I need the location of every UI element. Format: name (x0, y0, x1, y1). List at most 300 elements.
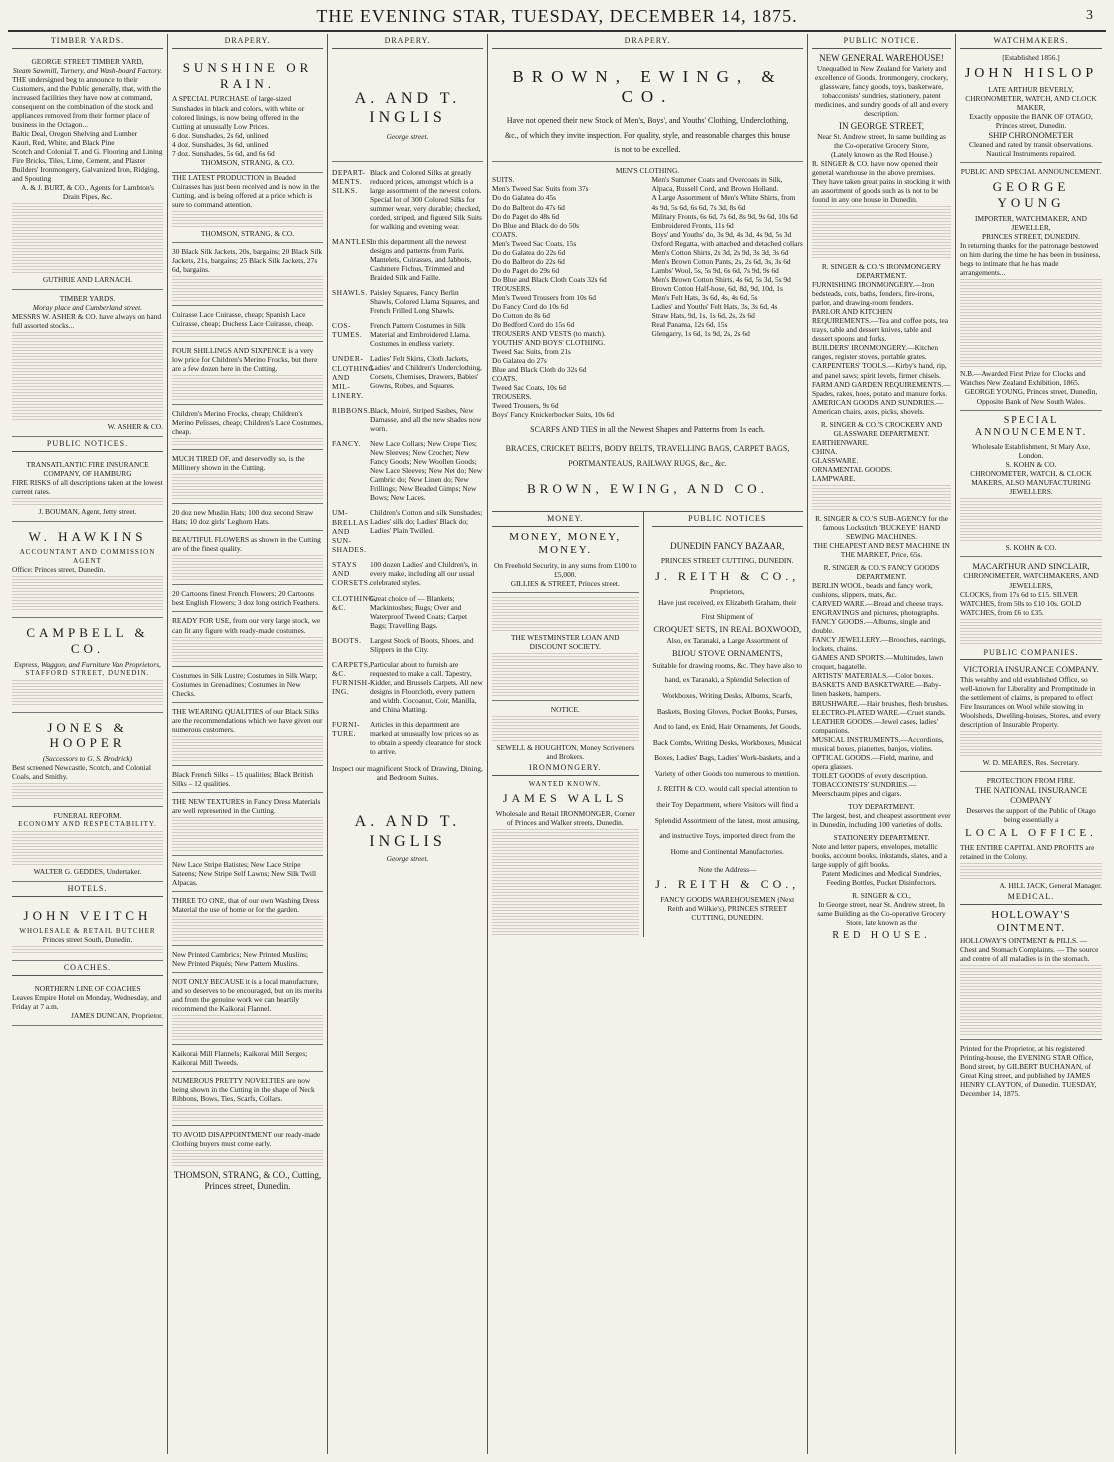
ad-title: JOHN HISLOP (964, 65, 1098, 81)
column-3 (328, 34, 488, 1454)
list-item: CARVED WARE.—Bread and cheese trays. (812, 599, 944, 609)
text-filler (12, 576, 163, 583)
ad-body: R. SINGER & CO. have now opened their general warehouse in the above premises. They have taken great pains in stocking it with an assortment of goods such as is not to be found in any one house in Dunedin. (812, 158, 951, 205)
text-filler (492, 680, 639, 687)
drapery-paragraph: New Lace Stripe Batistes; New Lace Stripe Sateens; New Stripe Self Lawns; New Silk Twill Alpacas. (172, 859, 317, 887)
section-title: TOY DEPARTMENT. (848, 801, 915, 811)
ad-body: MESSRS W. ASHER & CO. have always on hand full assorted stocks... (12, 312, 162, 331)
price-line: Men's Tweed Sac Suits from 37s (492, 184, 589, 194)
text-filler (812, 206, 951, 213)
text-filler (172, 817, 323, 824)
section-body: Patent Medicines and Medical Sundries, Feeding Bottles, Pocket Disinfectors. (821, 869, 942, 888)
divider (172, 1071, 323, 1072)
ad-signature: SEWELL & HOUGHTON, Money Scriveners and Brokers. (496, 743, 635, 762)
dept-text: Particular about to furnish are requested to make a call. Tapestry, Kidder, and Brussels Carpets. All new designs in Floorcloth, every pattern and width. Cocoanut, Coir, Manilla, and China Matting. (370, 659, 483, 714)
crockery-list (812, 438, 951, 483)
ad-subtitle: WHOLESALE & RETAIL BUTCHER (19, 926, 156, 935)
divider (172, 666, 323, 667)
ad-title: JAMES WALLS (502, 791, 628, 806)
text-filler (12, 783, 163, 790)
price-line: Men's Summer Coats and Overcoats in Silk, Alpaca, Russell Cord, and Brown Holland. (651, 175, 783, 194)
ad-title: HOLLOWAY'S OINTMENT. (991, 909, 1071, 935)
divider (172, 341, 323, 342)
text-filler (960, 740, 1102, 747)
column-5 (808, 34, 956, 1454)
text-filler (12, 230, 163, 237)
text-filler (12, 350, 163, 357)
text-filler (960, 306, 1102, 313)
divider (172, 972, 323, 973)
dept-label: SHAWLS. (332, 288, 368, 298)
ad-signature: GEORGE YOUNG, Princes street, Dunedin, Opposite Bank of New South Wales. (964, 387, 1098, 406)
ad-address: PRINCES STREET CUTTING, DUNEDIN. (660, 555, 794, 565)
text-filler (12, 689, 163, 696)
ad-signature: W. D. MEARES, Res. Secretary. (982, 757, 1080, 767)
dept-row (332, 660, 483, 714)
text-filler (960, 872, 1102, 879)
list-item: ELECTRO-PLATED WARE.—Cruet stands. (812, 707, 946, 717)
ad-item: Scotch and Colonial T. and G. Flooring and Lining (12, 147, 163, 157)
text-filler (172, 1105, 323, 1112)
price-line: Military Fronts, 6s 6d, 7s 6d, 8s 9d, 9s 6d, 10s 6d (651, 211, 798, 221)
dept-text: Largest Stock of Boots, Shoes, and Slippers in the City. (370, 635, 474, 654)
ad-body: Wholesale and Retail IRONMONGER, Corner of Princes and Walker streets, Dunedin. (495, 808, 635, 827)
price-line: Oxford Regatta, with attached and detached collars (651, 238, 803, 248)
text-filler (960, 731, 1102, 738)
divider (172, 891, 323, 892)
ad-title: CAMPBELL & CO. (26, 625, 149, 657)
dept-text: Articles in this department are marked at unusually low prices so as to obtain a speedy clearance for stock to arrive. (370, 719, 482, 756)
text-filler (172, 1015, 323, 1022)
text-filler (172, 555, 323, 562)
list-item: CARPENTERS' TOOLS.—Kirby's hand, rip, and panel saws; spirit levels, firmer chisels. (812, 361, 947, 380)
ad-item: 7 doz. Sunshades, 5s 6d, and 6s 6d (172, 148, 275, 158)
ad-line: Have just received, ex Elizabeth Graham, their First Shipment of (658, 597, 797, 621)
ad-title: W. HAWKINS (28, 529, 147, 545)
lower-columns (492, 511, 803, 937)
text-filler (172, 220, 323, 227)
ad-lead: Unequalled in New Zealand for Variety and excellence of Goods. Ironmongery, crockery, glassware, fancy goods, toys, basketware, tobacconists' sundries, stationery, patent medicines, and sundry goods of all and every description. (814, 63, 949, 118)
dept-text: Children's Cotton and silk Sunshades; Ladies' silk do; Ladies' Black do; Ladies' Plain Twilled. (370, 508, 483, 536)
text-filler (172, 438, 323, 445)
drapery-paragraph: THE NEW TEXTURES in Fancy Dress Materials are well represented in the Cutting. (172, 796, 321, 815)
text-filler (960, 525, 1102, 532)
ad-item: Kauri, Red, White, and Black Pine (12, 138, 115, 148)
text-filler (12, 585, 163, 592)
ad-line: Suitable for drawing rooms, &c. They have also to hand, ex Taranaki, a Splendid Selection of (652, 660, 803, 685)
text-filler (172, 483, 323, 490)
ad-signature: J. BOUMAN, Agent, Jetty street. (38, 507, 137, 517)
ad-title: TIMBER YARDS. (59, 294, 116, 304)
price-line: Do do Paget do 48s 6d (492, 211, 560, 221)
ad-line: J. REITH & CO. would call special attention to their Toy Department, where Visitors will find a Splendid Assortment of the latest, most amusing, and instructive Toys, imported direct from the Home and Continental Manufactories. (654, 784, 800, 856)
text-filler (960, 1019, 1102, 1026)
text-filler (172, 1024, 323, 1031)
ad-signature: JAMES DUNCAN, Proprietor. (71, 1011, 163, 1020)
price-line: Boys' Fancy Knickerbocker Suits, 10s 6d (492, 410, 615, 420)
text-filler (492, 928, 639, 935)
ad-title: LOCAL OFFICE. (965, 826, 1097, 839)
price-line: Do Fancy Cord do 10s 6d (492, 301, 569, 311)
ad-address: STAFFORD STREET, DUNEDIN. (25, 669, 150, 678)
price-line: Do do Galatea do 22s 6d (492, 247, 566, 257)
text-filler (172, 294, 323, 301)
dept-label: COS-TUMES. (332, 321, 363, 340)
text-filler (812, 215, 951, 222)
divider (172, 305, 323, 306)
ad-signature: S. KOHN & CO. (1005, 543, 1057, 553)
list-item: PARLOR AND KITCHEN REQUIREMENTS.—Tea and coffee pots, tea trays, table and dessert knives, table and dessert spoons and forks. (812, 307, 949, 344)
ad-signature-sub: In George street, near St. Andrew street, In same Building as the Co-operative Grocery Store, late known as the (817, 900, 946, 928)
divider (332, 161, 483, 162)
ad-item: Baltic Deal, Oregon Shelving and Lumber (12, 129, 138, 138)
text-filler (492, 689, 639, 696)
dept-text: New Lace Collars; New Crepe Ties; New Sleeves; New Crochet; New Fancy Goods; New Woollen Goods; New Lace Sleeves; New Net do; New Cambric do; New Linen do; New Frillings; New Beaded Gimps; New Bows; New Laces. (370, 439, 483, 503)
price-line: Embroidered Fronts, 11s 6d (651, 220, 734, 230)
text-filler (172, 492, 323, 499)
ad-line: Workboxes, Writing Desks, Albums, Scarfs, Baskets, Boxing Gloves, Pocket Books, Purses, And to land, ex Enid, Hair Ornaments, Jet Goods, Back Combs, Writing Desks, Workboxes, Musical Boxes, Ladies' Bags, Ladies' Work-baskets, and a Variety of other Goods too numerous to mention. (652, 691, 802, 778)
list-item: LEATHER GOODS.—Jewel cases, ladies' companions. (812, 716, 938, 735)
text-filler (960, 360, 1102, 367)
text-filler (812, 485, 951, 492)
list-item: GAMES AND SPORTS.—Multitudes, lawn croquet, bagatelle. (812, 653, 944, 672)
firm-signature: A. AND T. INGLIS (354, 813, 461, 850)
divider (960, 1039, 1102, 1040)
ad-title: NEW GENERAL WAREHOUSE! (819, 52, 944, 63)
drapery-paragraph: THE LATEST PRODUCTION in Beaded Cuirasses has just been received and is now in the Cutting, and is being offered at a price which is sure to command attention. (172, 172, 320, 209)
divider (492, 592, 639, 593)
masthead-title: THE EVENING STAR, TUESDAY, DECEMBER 14, 1875. (316, 6, 798, 26)
price-line: TROUSERS. (492, 392, 532, 402)
text-filler (12, 840, 163, 847)
price-line: Tweed Sac Coats, 10s 6d (492, 383, 566, 393)
text-filler (492, 662, 639, 669)
ad-veitch (12, 901, 163, 961)
ad-item: 4 doz. Sunshades, 3s 6d, unlined (172, 139, 269, 149)
text-filler (492, 671, 639, 678)
ad-sunshine (172, 53, 323, 173)
list-item: TOBACCONISTS' SUNDRIES.—Meerschaum pipes and cigars. (812, 779, 917, 798)
dept-text: 100 dozen Ladies' and Children's, in every make, including all our usual celebrated styles. (370, 560, 478, 588)
dept-row (332, 168, 483, 231)
section-title: MEN'S CLOTHING. (615, 166, 680, 176)
firm-name: J. REITH & CO., (655, 569, 800, 583)
ad-title: SUNSHINE OR RAIN. (182, 59, 313, 91)
text-filler (12, 212, 163, 219)
section-header: PUBLIC NOTICES. (12, 437, 163, 452)
ad-title: JONES & HOOPER (47, 719, 128, 751)
dept-label: RIBBONS. (332, 406, 371, 416)
section-title: STATIONERY DEPARTMENT. (833, 832, 930, 842)
price-line: Do do Balbrot do 47s 6d (492, 202, 565, 212)
ad-title: GEORGE YOUNG (992, 179, 1070, 211)
address-note: Note the Address— (698, 865, 757, 875)
ad-award: N.B.—Awarded First Prize for Clocks and Watches New Zealand Exhibition, 1865. (960, 369, 1086, 388)
price-line: Men's Tweed Sac Coats, 15s (492, 238, 577, 248)
text-filler (172, 916, 323, 923)
list-item: FURNISHING IRONMONGERY.—Iron bedsteads, cots, baths, fenders, fire-irons, parlor, and drawing-room fenders. (812, 280, 935, 308)
dept-label: CARPETS, &C. FURNISH-ING. (332, 659, 371, 697)
dept-label: CLOTHING, &C. (332, 593, 377, 612)
list-item: TOILET GOODS of every description. (812, 770, 928, 780)
dept-text: Paisley Squares, Fancy Berlin Shawls, Colored Llama Squares, and French Frilled Long Shawls. (370, 288, 480, 316)
divider (492, 161, 803, 162)
ad-title: THE NATIONAL INSURANCE COMPANY (974, 785, 1088, 806)
text-filler (172, 276, 323, 283)
drapery-paragraph: READY FOR USE, from our very large stock, we can fit any figure with ready-made costumes. (172, 616, 321, 635)
ad-body: On Freehold Security, in any sums from £100 to £5,000. (493, 560, 637, 579)
text-filler (492, 847, 639, 854)
text-filler (12, 404, 163, 411)
price-line: Blue and Black Cloth do 32s 6d (492, 365, 587, 375)
price-line: Do Bedford Cord do 15s 6d (492, 319, 575, 329)
ad-signature: R. SINGER & CO., (852, 891, 911, 901)
drapery-paragraph: THE WEARING QUALITIES of our Black Silks are the recommendations which we have given our numerous customers. (172, 706, 323, 734)
text-filler (960, 315, 1102, 322)
divider (172, 503, 323, 504)
price-line: Do Galatea do 27s (492, 356, 547, 366)
ad-title: PROTECTION FROM FIRE. (986, 775, 1076, 785)
column-2 (168, 34, 328, 1454)
masthead (0, 6, 1114, 32)
ad-signature: THOMSON, STRANG, & CO., Cutting, Princes street, Dunedin. (173, 1170, 322, 1192)
list-item: FARM AND GARDEN REQUIREMENTS.—Spades, rakes, hoes, potato and manure forks. (812, 379, 951, 398)
ad-signature: THOMSON, STRANG, & CO. (200, 157, 295, 167)
text-filler (492, 892, 639, 899)
money-column (492, 512, 644, 937)
ad-agents: A. & J. BURT, & CO., Agents for Lambton's Drain Pipes, &c. (21, 183, 154, 202)
text-filler (960, 351, 1102, 358)
divider (172, 530, 323, 531)
divider (492, 700, 639, 701)
text-filler (960, 983, 1102, 990)
column-6 (956, 34, 1106, 1454)
ad-address: PRINCES STREET, DUNEDIN. (982, 232, 1080, 242)
ad-signature: GUTHRIE AND LARNACH. (42, 275, 133, 285)
ad-body: A SPECIAL PURCHASE of large-sized Sunshades in black and colors, with white or colored linings, is now being offered in the Cutting at unusually Low Prices. (172, 94, 305, 131)
text-filler (960, 637, 1102, 644)
dept-label: STAYS AND CORSETS. (332, 560, 371, 588)
ad-signature: WALTER G. GEDDES, Undertaker. (33, 866, 142, 876)
ironmongery-list (812, 280, 951, 415)
price-line: Do Blue and Black Cloth Coats 32s 6d (492, 274, 607, 284)
price-line: Ladies' and Youths' Felt Hats, 3s, 3s 6d, 4s (651, 301, 778, 311)
divider (172, 242, 323, 243)
ad-item: 6 doz. Sunshades, 2s 6d, unlined (172, 130, 269, 140)
divider (172, 945, 323, 946)
text-filler (172, 1150, 323, 1157)
text-filler (12, 377, 163, 384)
ad-address-sub: Near St. Andrew street, In same building as the Co-operative Grocery Store, (817, 131, 946, 150)
price-line: Men's Cotton Shirts, 2s 3d, 2s 9d, 3s 3d, 3s 6d (651, 247, 789, 257)
text-filler (492, 606, 639, 613)
masthead-rule (8, 30, 1106, 32)
divider (172, 404, 323, 405)
text-filler (960, 498, 1102, 505)
dept-label: UM-BRELLAS AND SUN-SHADES. (332, 508, 369, 554)
text-filler (12, 680, 163, 687)
text-filler (492, 838, 639, 845)
price-line: SUITS. (492, 175, 515, 185)
ad-subtitle: Express, Waggon, and Furniture Van Proprietors, (14, 660, 161, 670)
text-filler (172, 655, 323, 662)
ad-title: MACARTHUR AND SINCLAIR, (972, 561, 1090, 572)
ad-subtitle: Steam Sawmill, Turnery, and Wash-board Factory. (12, 65, 163, 75)
ad-line: Also, ex Taranaki, a Large Assortment of (666, 636, 789, 646)
text-filler (492, 615, 639, 622)
list-item: MUSICAL INSTRUMENTS.—Accordions, musical boxes, pianettes, banjos, violins. (812, 734, 944, 753)
text-filler (960, 992, 1102, 999)
section-title: PUBLIC AND SPECIAL ANNOUNCEMENT. (960, 167, 1102, 177)
text-filler (492, 856, 639, 863)
ad-title: FUNERAL REFORM. (53, 811, 122, 821)
dept-row (332, 288, 483, 315)
text-filler (960, 288, 1102, 295)
dept-label: DEPART-MENTS. SILKS. (332, 167, 366, 196)
ad-note: (Lately known as the Red House.) (831, 149, 932, 159)
printer-imprint: Printed for the Proprietor, at his registered Printing-house, the EVENING STAR Office, Bond street, by GILBERT BUCHANAN, of Great King street, and published by JAMES HENRY CLAYTON, of Dunedin. TUESDAY, December 14, 1875. (960, 1043, 1097, 1099)
text-filler (12, 831, 163, 838)
ad-signature: A. HILL JACK, General Manager. (999, 881, 1102, 891)
fancy-goods-list (812, 581, 951, 798)
text-filler (960, 324, 1102, 331)
column-header: TIMBER YARDS. (12, 34, 163, 49)
ad-title: MONEY, MONEY, MONEY. (509, 531, 622, 557)
text-filler (812, 503, 951, 510)
price-list-left (492, 175, 644, 419)
firm-lead: Have not opened their new Stock of Men's, Boys', and Youths' Clothing, Underclothing, &c., of which they invite inspection. For quality, style, and reasonable charges this house is not to be excelled. (504, 116, 791, 154)
text-filler (492, 865, 639, 872)
text-filler (12, 341, 163, 348)
text-filler (492, 901, 639, 908)
section-title: R. SINGER & CO.'S FANCY GOODS DEPARTMENT. (823, 563, 940, 582)
text-filler (812, 251, 951, 258)
ad-title: VICTORIA INSURANCE COMPANY. (963, 664, 1099, 675)
text-filler (172, 637, 323, 644)
price-columns (492, 175, 803, 419)
dept-text: Great choice of — Blankets; Mackintoshes; Rugs; Over and Waterproof Tweed Coats; Carpet Bags; Travelling Bags. (370, 593, 468, 630)
established-note: [Established 1856.] (1002, 52, 1060, 62)
firm-name: BROWN, EWING, & CO. (512, 66, 783, 107)
dept-label: MANTLES. (332, 237, 374, 247)
ad-subtitle: ECONOMY AND RESPECTABILITY. (18, 820, 157, 829)
text-filler (960, 297, 1102, 304)
text-filler (172, 211, 323, 218)
list-item: BUILDERS' IRONMONGERY.—Kitchen ranges, register stoves, portable grates. (812, 343, 939, 362)
drapery-paragraph: NOT ONLY BECAUSE it is a local manufacture, and so deserves to be encouraged, but on its merits and from the genuine work we can heartily recommend the Kaikorai Flannel. (172, 977, 323, 1014)
column-header: WATCHMAKERS. (960, 34, 1102, 49)
ad-body: FIRE RISKS of all descriptions taken at the lowest current rates. (12, 478, 163, 497)
ad-title: NOTICE. (550, 704, 580, 714)
dept-text: French Pattern Costumes in Silk Material and Embroidered Llama. Costumes in endless variety. (370, 321, 471, 349)
text-filler (12, 332, 163, 339)
list-item: LAMPWARE. (812, 473, 856, 483)
dept-row (332, 406, 483, 433)
price-line: Straw Hats, 9d, 1s, 1s 6d, 2s, 2s 6d (651, 310, 755, 320)
ad-subtitle: (Successors to G. S. Brodrick) (42, 754, 133, 764)
ad-signature: W. ASHER & CO. (107, 422, 163, 432)
ad-body: Wholesale Establishment, St Mary Axe, London. (971, 441, 1091, 460)
text-filler (172, 393, 323, 400)
ad-body: Princes street South, Dunedin. (42, 935, 133, 945)
dept-label: BOOTS. (332, 635, 362, 645)
text-filler (12, 386, 163, 393)
text-filler (12, 368, 163, 375)
drapery-paragraph: Children's Merino Frocks, cheap; Children's Merino Pelisses, cheap; Children's Lace Costumes, cheap. (172, 409, 323, 437)
ad-body: CLOCKS, from 17s 6d to £15. SILVER WATCHES, from 50s to £10 10s. GOLD WATCHES, from £6 to £35. (960, 589, 1082, 617)
drapery-paragraph: New Printed Cambrics; New Printed Muslins; New Printed Piqués; New Pattern Muslins. (172, 950, 309, 969)
drapery-paragraph: 20 doz new Muslin Hats; 100 doz second Straw Hats; 10 doz girls' Leghorn Hats. (172, 508, 314, 527)
price-line: Do do Galatea do 45s (492, 193, 557, 203)
price-line: COATS. (492, 229, 518, 239)
firm-signature-sub: FANCY GOODS WAREHOUSEMEN (Next Reith and Wilkie's), PRINCES STREET CUTTING, DUNEDIN. (660, 894, 795, 922)
firm-signature-address: George street. (386, 854, 429, 864)
drapery-paragraph: 20 Cartoons finest French Flowers; 20 Cartoons best English Flowers; 3 doz long ostrich Feathers. (172, 589, 320, 608)
ad-title: JOHN VEITCH (23, 907, 152, 923)
text-filler (812, 242, 951, 249)
ad-coach (12, 980, 163, 1026)
text-filler (172, 330, 323, 337)
ad-title: GEORGE STREET TIMBER YARD, (31, 56, 144, 66)
text-filler (12, 498, 163, 505)
text-filler (172, 1159, 323, 1166)
ad-title: DUNEDIN FANCY BAZAAR, (670, 541, 785, 551)
price-line: Tweed Trousers, 9s 6d (492, 401, 559, 411)
text-filler (492, 653, 639, 660)
dept-label: FURNI-TURE. (332, 719, 361, 739)
ad-line: CROQUET SETS, IN REAL BOXWOOD, (653, 623, 802, 634)
firm-name: A. AND T. INGLIS (354, 89, 461, 127)
text-filler (960, 863, 1102, 870)
text-filler (492, 716, 639, 723)
text-filler (172, 934, 323, 941)
dept-label: FANCY. (332, 439, 361, 449)
text-filler (172, 736, 323, 743)
price-line: Tweed Sac Suits, from 21s (492, 347, 571, 357)
text-filler (960, 749, 1102, 756)
section-body: Note and letter papers, envelopes, metallic books, account books, inkstands, slates, and a large supply of gift books. (812, 841, 948, 870)
list-item: OPTICAL GOODS.—Field, marine, and opera glasses. (812, 752, 934, 771)
list-item: EARTHENWARE. (812, 437, 869, 447)
firm-signature: BROWN, EWING, AND CO. (527, 481, 768, 497)
drapery-paragraph: NUMEROUS PRETTY NOVELTIES are now being shown in the Cutting in the shape of Neck Ribbons, Bows, Ties, Scarfs, Collars. (172, 1076, 315, 1104)
text-filler (172, 925, 323, 932)
text-filler (960, 1010, 1102, 1017)
text-filler (960, 534, 1102, 541)
price-line: Men's Tweed Trousers from 10s 6d (492, 292, 596, 302)
list-item: ARTISTS' MATERIALS.—Color boxes. (812, 671, 934, 681)
divider (172, 1044, 323, 1045)
column-header: DRAPERY. (332, 34, 483, 49)
page-number: 3 (1086, 8, 1094, 23)
section-body: The largest, best, and cheapest assortment ever in Dunedin, including 100 varieties of dolls. (812, 810, 951, 829)
text-filler (12, 221, 163, 228)
dept-label: UNDER-CLOTHING AND MIL-LINERY. (332, 354, 375, 400)
ad-campbell (12, 618, 163, 712)
ad-hawkins (12, 522, 163, 618)
text-filler (960, 507, 1102, 514)
column-1 (8, 34, 168, 1454)
list-item: GLASSWARE. (812, 455, 859, 465)
ad-body: Office: Princes street, Dunedin. (12, 565, 106, 575)
dept-row (332, 508, 483, 554)
price-line: COATS. (492, 374, 518, 384)
ad-item: Fire Bricks, Tiles, Lime, Cement, and Plaster (12, 156, 146, 166)
list-item: FANCY JEWELLERY.—Brooches, earrings, lockets, chains. (812, 635, 946, 654)
text-filler (12, 792, 163, 799)
price-line: Do do Paget do 29s 6d (492, 265, 560, 275)
ad-subtitle: CHRONOMETER, WATCHMAKERS, AND JEWELLERS, (963, 571, 1099, 590)
